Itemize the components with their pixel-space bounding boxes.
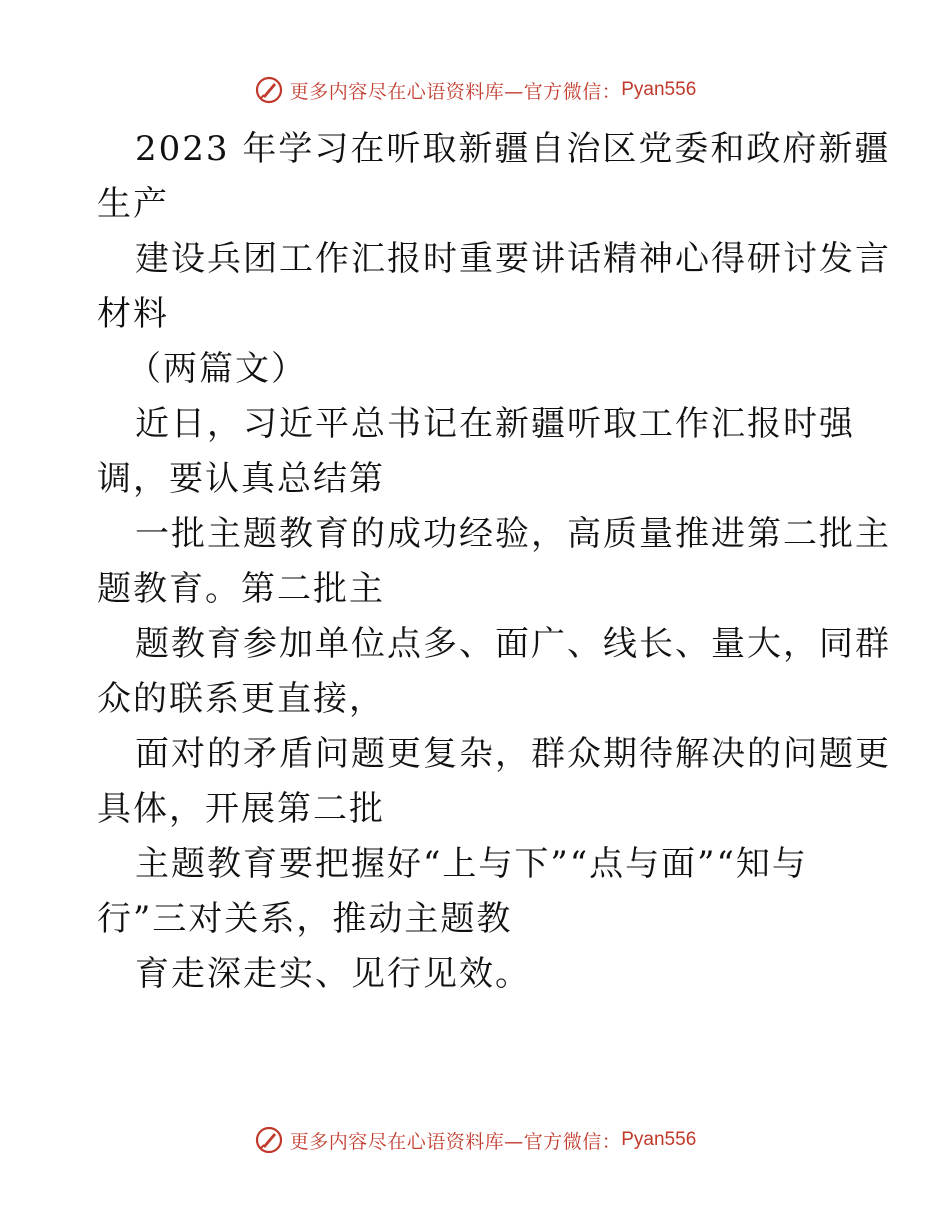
paragraph-line: 面对的矛盾问题更复杂，群众期待解决的问题更 [135,734,891,774]
subtitle-line: （两篇文） [127,349,307,389]
paragraph-line: 近日，习近平总书记在新疆听取工作汇报时强 [135,404,855,444]
title-line-3: 建设兵团工作汇报时重要讲话精神心得研讨发言 [135,239,891,279]
paragraph-line: 主题教育要把握好“上与下”“点与面”“知与 [135,844,808,884]
watermark-text: 更多内容尽在心语资料库—官方微信： [289,1130,622,1153]
paragraph-line: 育走深走实、见行见效。 [135,954,531,994]
paragraph-line: 题教育参加单位点多、面广、线长、量大，同群 [135,624,891,664]
title-line-2: 生产 [97,184,169,224]
quill-logo-icon [254,1125,284,1155]
document-body [97,122,891,1002]
quill-logo-icon [254,75,284,105]
paragraph-line: 题教育。第二批主 [97,569,385,609]
watermark-handle: Pyan556 [621,79,697,100]
title-line-1: 2023 年学习在听取新疆自治区党委和政府新疆 [135,129,891,169]
paragraph-line: 行”三对关系，推动主题教 [97,899,513,939]
footer-watermark [0,1120,950,1160]
paragraph-line: 一批主题教育的成功经验，高质量推进第二批主 [135,514,891,554]
paragraph-line: 调，要认真总结第 [97,459,385,499]
paragraph-line: 具体，开展第二批 [97,789,385,829]
title-line-4: 材料 [97,294,169,334]
header-watermark [0,70,950,110]
paragraph-line: 众的联系更直接， [97,679,385,719]
watermark-text: 更多内容尽在心语资料库—官方微信： [289,80,622,103]
watermark-handle: Pyan556 [621,1129,697,1150]
